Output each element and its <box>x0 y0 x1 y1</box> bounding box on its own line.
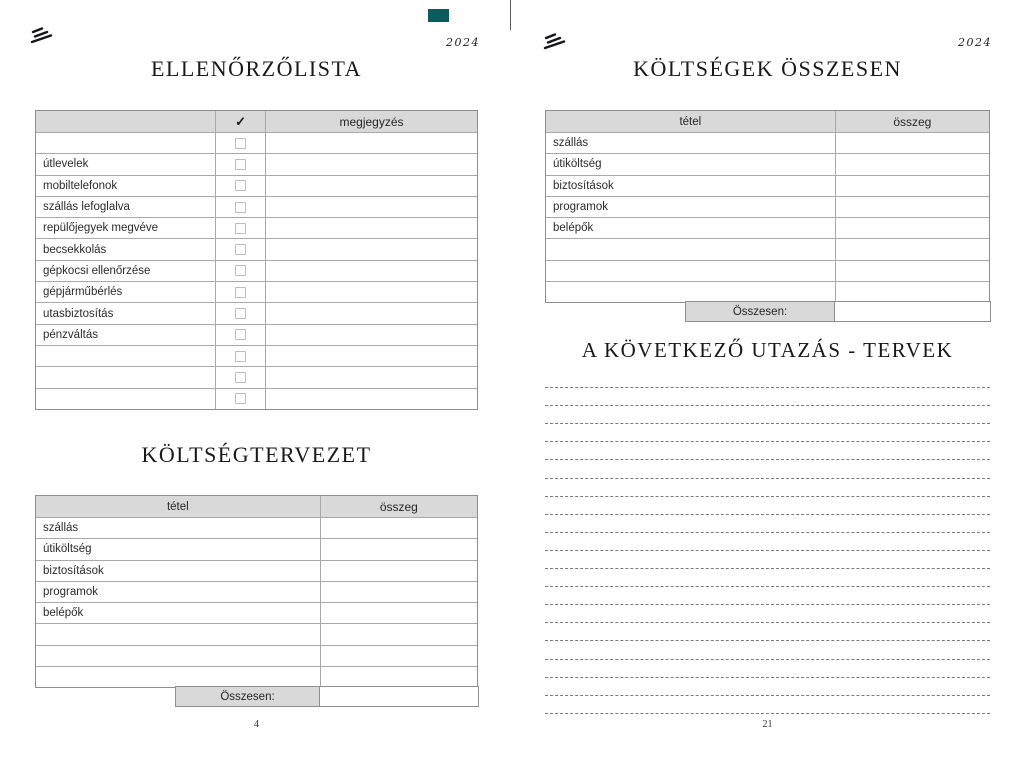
amount-cell <box>835 197 989 217</box>
costs-row <box>546 175 989 196</box>
budget-row <box>36 602 477 623</box>
checklist-item-label: gépkocsi ellenőrzése <box>43 264 151 277</box>
amount-cell <box>835 154 989 174</box>
amount-cell <box>320 646 477 666</box>
checkbox-cell <box>215 154 265 174</box>
item-cell: biztosítások <box>43 564 104 577</box>
checkbox <box>235 202 246 213</box>
writing-line <box>545 587 990 605</box>
item-cell: útiköltség <box>43 543 92 556</box>
year-label: 2024 <box>958 36 992 49</box>
checklist-item-label: mobiltelefonok <box>43 179 118 192</box>
note-cell <box>265 176 477 196</box>
checkbox <box>235 265 246 276</box>
item-cell <box>546 261 835 281</box>
checkbox-cell <box>215 261 265 281</box>
budget-header-row <box>36 496 477 517</box>
checkbox <box>235 180 246 191</box>
total-label: Összesen: <box>685 301 835 322</box>
checklist-row <box>36 175 477 196</box>
checkbox <box>235 223 246 234</box>
amount-cell <box>835 218 989 238</box>
checkbox <box>235 138 246 149</box>
checklist-item-label: repülőjegyek megvéve <box>43 222 159 235</box>
costs-row <box>546 217 989 238</box>
amount-cell <box>835 282 989 302</box>
checklist-item-label: útlevelek <box>43 158 89 171</box>
checklist-row <box>36 196 477 217</box>
checklist-item-label: pénzváltás <box>43 328 98 341</box>
header-empty-cell <box>36 111 215 132</box>
checkbox-cell <box>215 176 265 196</box>
writing-line <box>545 497 990 515</box>
amount-header-cell: összeg <box>835 111 989 132</box>
amount-cell <box>835 133 989 153</box>
costs-total-row <box>685 301 991 322</box>
writing-line <box>545 660 990 678</box>
item-cell: szállás <box>553 137 589 150</box>
budget-title: KÖLTSÉGTERVEZET <box>141 442 372 467</box>
checkbox <box>235 159 246 170</box>
checklist-item-label: utasbiztosítás <box>43 307 114 320</box>
note-cell <box>265 154 477 174</box>
amount-cell <box>835 261 989 281</box>
item-cell: szállás <box>43 522 79 535</box>
checkbox <box>235 308 246 319</box>
checkbox-cell <box>215 389 265 409</box>
note-cell <box>265 346 477 366</box>
budget-table <box>35 495 478 688</box>
costs-row <box>546 196 989 217</box>
checklist-row <box>36 132 477 153</box>
checkbox-cell <box>215 367 265 387</box>
writing-line <box>545 442 990 460</box>
writing-line <box>545 569 990 587</box>
amount-cell <box>835 239 989 259</box>
item-cell: belépők <box>43 607 84 620</box>
item-cell <box>36 667 320 687</box>
amount-cell <box>320 624 477 644</box>
budget-row <box>36 645 477 666</box>
plans-title: A KÖVETKEZŐ UTAZÁS - TERVEK <box>581 338 954 362</box>
checklist-row <box>36 302 477 323</box>
budget-row <box>36 623 477 644</box>
costs-row <box>546 281 989 302</box>
checklist-row <box>36 345 477 366</box>
costs-row <box>546 153 989 174</box>
item-header-cell: tétel <box>679 115 702 128</box>
costs-row <box>546 260 989 281</box>
checkbox <box>235 351 246 362</box>
checklist-item-label <box>36 133 215 153</box>
checkbox-cell <box>215 218 265 238</box>
checkbox <box>235 244 246 255</box>
note-cell <box>265 239 477 259</box>
costs-title: KÖLTSÉGEK ÖSSZESEN <box>633 56 902 81</box>
note-cell <box>265 367 477 387</box>
note-cell <box>265 325 477 345</box>
amount-cell <box>835 176 989 196</box>
checklist-item-label <box>36 346 215 366</box>
note-cell <box>265 197 477 217</box>
total-amount-cell <box>320 686 479 707</box>
amount-cell <box>320 582 477 602</box>
checklist-header-row <box>36 111 477 132</box>
budget-row <box>36 560 477 581</box>
costs-table <box>545 110 990 303</box>
note-cell <box>265 282 477 302</box>
checklist-row <box>36 324 477 345</box>
checklist-item-label <box>36 389 215 409</box>
writing-line <box>545 678 990 696</box>
writing-line <box>545 551 990 569</box>
writing-line <box>545 515 990 533</box>
amount-cell <box>320 603 477 623</box>
amount-cell <box>320 539 477 559</box>
note-cell <box>265 218 477 238</box>
note-header-cell: megjegyzés <box>265 111 477 132</box>
checkbox <box>235 393 246 404</box>
checklist-row <box>36 217 477 238</box>
checkbox-cell <box>215 133 265 153</box>
budget-row <box>36 666 477 687</box>
writing-line <box>545 623 990 641</box>
note-cell <box>265 133 477 153</box>
page-divider-line <box>510 0 511 30</box>
budget-row <box>36 581 477 602</box>
checklist-row <box>36 281 477 302</box>
checklist-item-label: szállás lefoglalva <box>43 201 130 214</box>
item-cell: programok <box>553 201 608 214</box>
item-cell <box>546 282 835 302</box>
writing-line <box>545 533 990 551</box>
item-cell: biztosítások <box>553 179 614 192</box>
checklist-title: ELLENŐRZŐLISTA <box>150 56 363 81</box>
writing-line <box>545 641 990 659</box>
page-number: 4 <box>254 719 259 730</box>
year-label: 2024 <box>446 36 480 49</box>
budget-total-row <box>175 686 479 707</box>
checklist-table <box>35 110 478 410</box>
item-cell: útiköltség <box>553 158 602 171</box>
checkbox <box>235 287 246 298</box>
item-cell <box>36 646 320 666</box>
check-header-cell: ✓ <box>215 111 265 132</box>
budget-row <box>36 517 477 538</box>
writing-line <box>545 424 990 442</box>
checklist-row <box>36 260 477 281</box>
checklist-item-label: gépjárműbérlés <box>43 286 123 299</box>
costs-header-row <box>546 111 989 132</box>
note-cell <box>265 389 477 409</box>
page-number: 21 <box>762 719 773 730</box>
checkbox-cell <box>215 239 265 259</box>
budget-row <box>36 538 477 559</box>
item-cell <box>36 624 320 644</box>
checklist-row <box>36 153 477 174</box>
writing-line <box>545 406 990 424</box>
brand-logo-icon <box>29 27 55 50</box>
checkbox <box>235 329 246 340</box>
writing-line <box>545 460 990 478</box>
item-cell: belépők <box>553 222 594 235</box>
amount-cell <box>320 518 477 538</box>
amount-cell <box>320 667 477 687</box>
costs-row <box>546 238 989 259</box>
item-cell: programok <box>43 586 98 599</box>
total-amount-cell <box>835 301 991 322</box>
writing-line <box>545 370 990 388</box>
checklist-item-label <box>36 367 215 387</box>
item-header-cell: tétel <box>166 500 189 513</box>
checkbox <box>235 372 246 383</box>
costs-row <box>546 132 989 153</box>
writing-line <box>545 696 990 714</box>
toolbar-artifact <box>428 9 449 22</box>
writing-line <box>545 479 990 497</box>
checklist-row <box>36 366 477 387</box>
brand-logo-icon <box>542 33 568 56</box>
writing-line <box>545 388 990 406</box>
plans-lines <box>545 370 990 714</box>
note-cell <box>265 303 477 323</box>
checklist-row <box>36 238 477 259</box>
checkbox-cell <box>215 325 265 345</box>
note-cell <box>265 261 477 281</box>
checkbox-cell <box>215 282 265 302</box>
amount-cell <box>320 561 477 581</box>
checkbox-cell <box>215 346 265 366</box>
item-cell <box>546 239 835 259</box>
checklist-item-label: becsekkolás <box>43 243 107 256</box>
checkbox-cell <box>215 197 265 217</box>
checklist-row <box>36 388 477 409</box>
total-label: Összesen: <box>175 686 320 707</box>
amount-header-cell: összeg <box>320 496 477 517</box>
writing-line <box>545 605 990 623</box>
checkbox-cell <box>215 303 265 323</box>
